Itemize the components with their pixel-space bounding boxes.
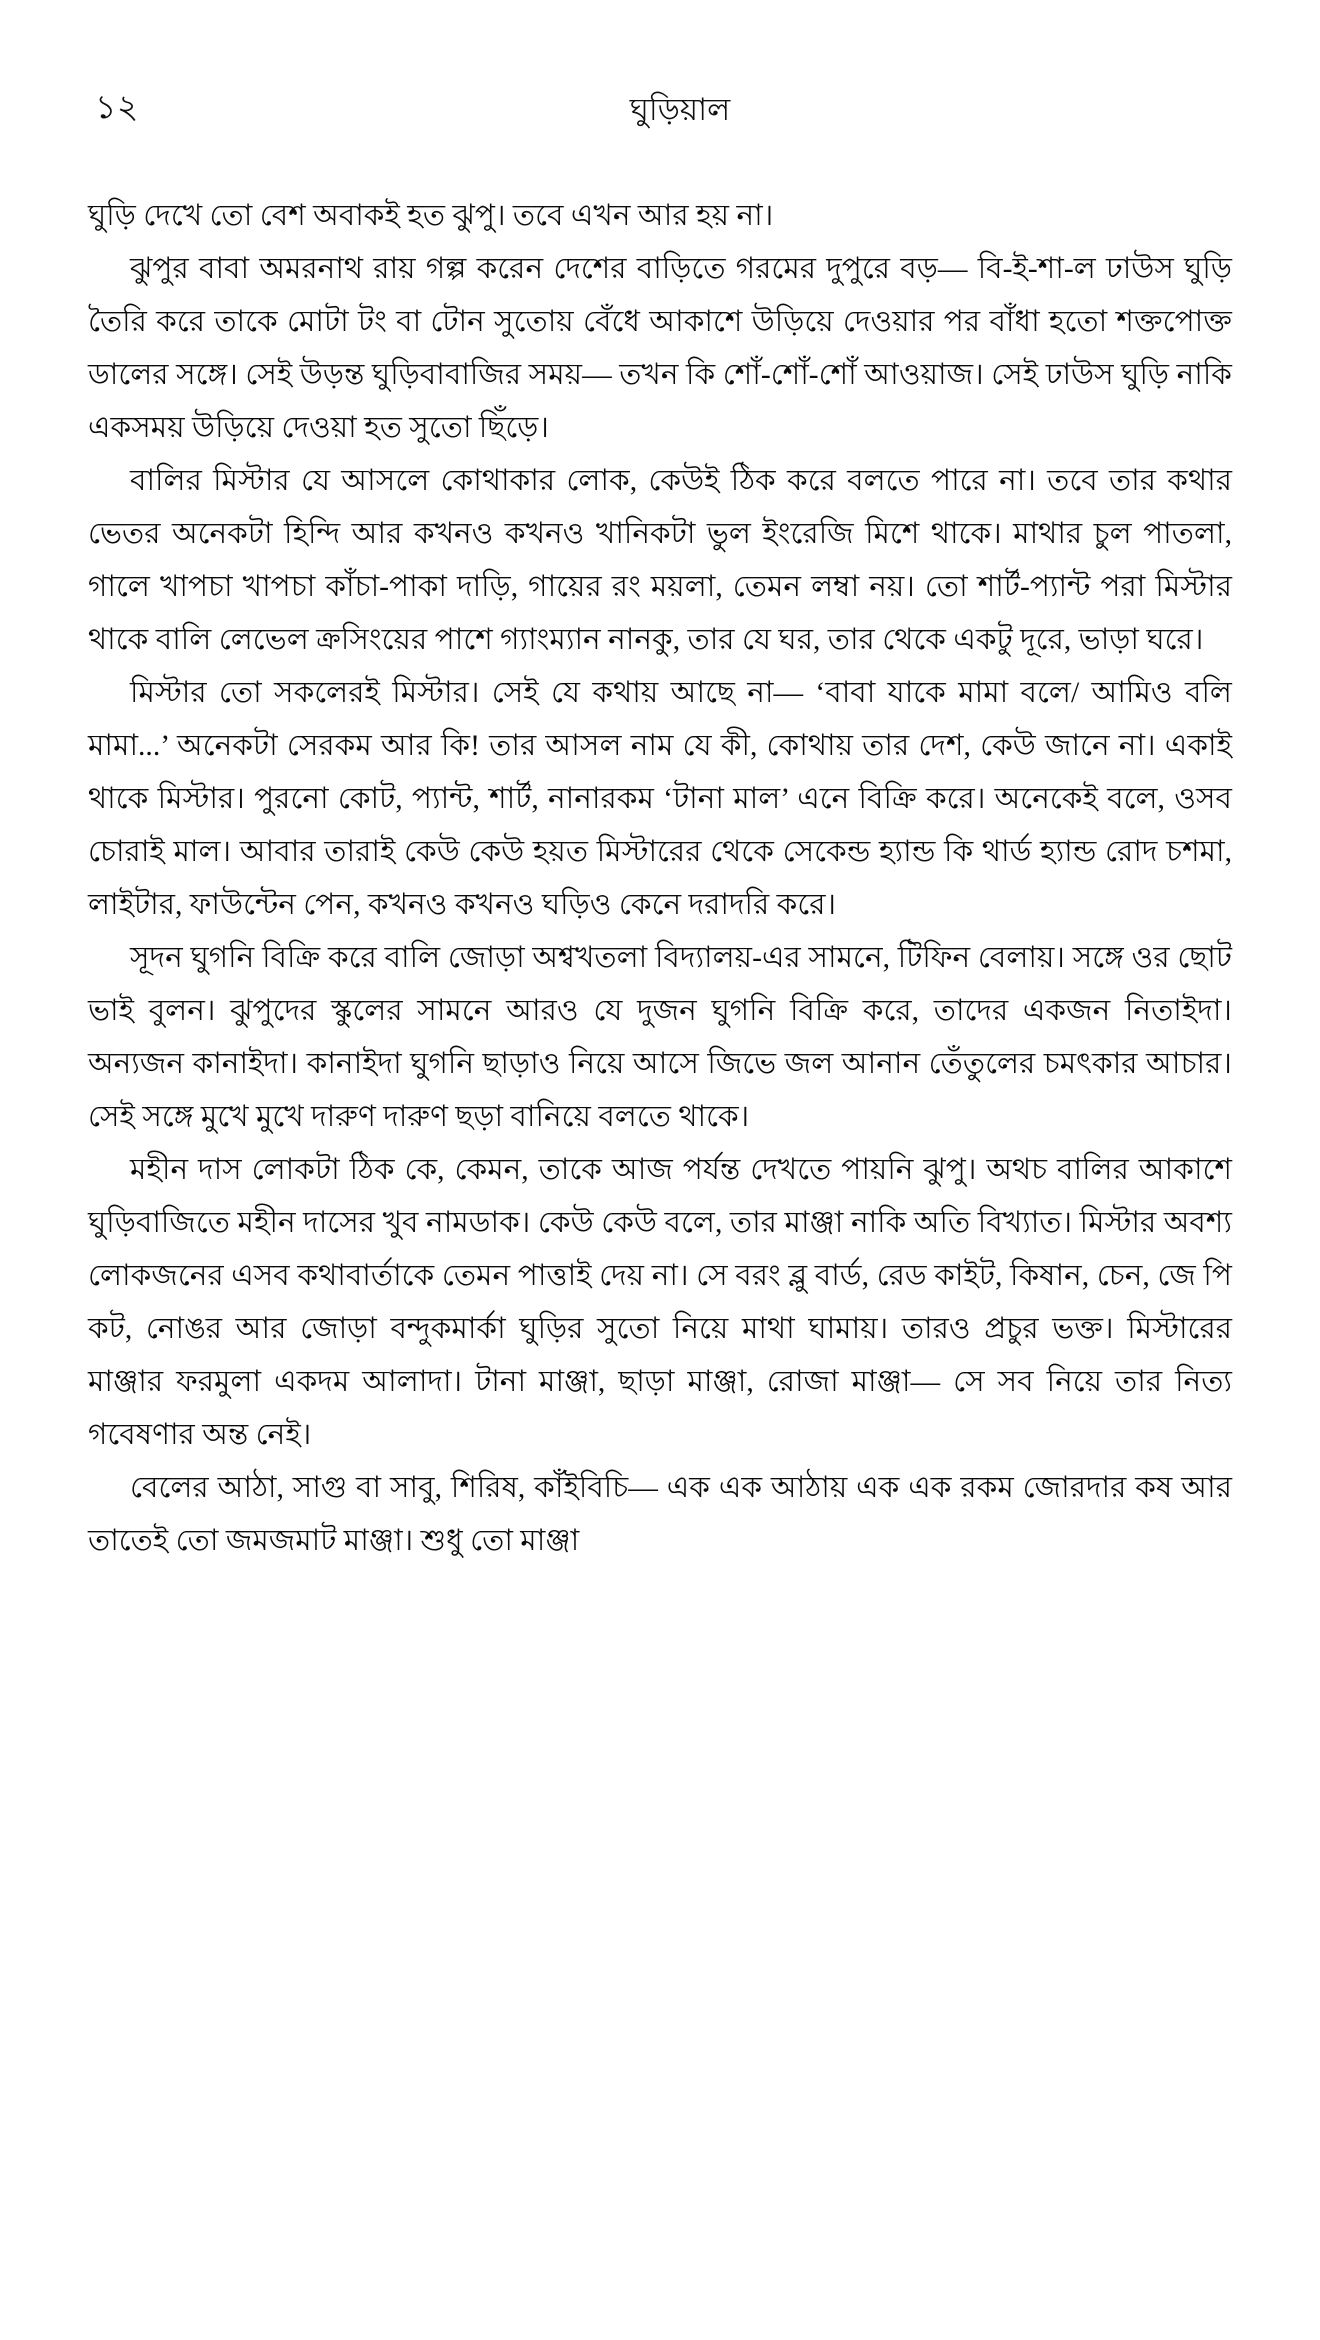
paragraph: মিস্টার তো সকলেরই মিস্টার। সেই যে কথায় আছে না— ‘বাবা যাকে মামা বলে/ আমিও বলি মামা...’ অনেকটা সেরকম আর কি! তার আসল নাম যে কী, কোথায় তার দেশ, কেউ জানে না। একাই থাকে মিস্টার। পুরনো কোট, প্যান্ট, শার্ট, নানারকম ‘টানা মাল’ এনে বিক্রি করে। অনেকেই বলে, ওসব চোরাই মাল। আবার তারাই কেউ কেউ হয়ত মিস্টারের থেকে সেকেন্ড হ্যান্ড কি থার্ড হ্যান্ড রোদ চশমা, লাইটার, ফাউন্টেন পেন, কখনও কখনও ঘড়িও কেনে দরাদরি করে। (88, 677, 1232, 921)
paragraph: ঘুড়ি দেখে তো বেশ অবাকই হত ঝুপু। তবে এখন আর হয় না। (88, 200, 774, 232)
page-header (95, 92, 1225, 142)
paragraph: মহীন দাস লোকটা ঠিক কে, কেমন, তাকে আজ পর্যন্ত দেখতে পায়নি ঝুপু। অথচ বালির আকাশে ঘুড়িবাজিতে মহীন দাসের খুব নামডাক। কেউ কেউ বলে, তার মাঞ্জা নাকি অতি বিখ্যাত। মিস্টার অবশ্য লোকজনের এসব কথাবার্তাকে তেমন পাত্তাই দেয় না। সে বরং ব্লু বার্ড, রেড কাইট, কিষান, চেন, জে পি কট, নোঙর আর জোড়া বন্দুকমার্কা ঘুড়ির সুতো নিয়ে মাথা ঘামায়। তারও প্রচুর ভক্ত। মিস্টারের মাঞ্জার ফরমুলা একদম আলাদা। টানা মাঞ্জা, ছাড়া মাঞ্জা, রোজা মাঞ্জা— সে সব নিয়ে তার নিত্য গবেষণার অন্ত নেই। (88, 1154, 1232, 1451)
page-number: ১২ (95, 90, 139, 126)
paragraph: ঝুপুর বাবা অমরনাথ রায় গল্প করেন দেশের বাড়িতে গরমের দুপুরে বড়— বি-ই-শা-ল ঢাউস ঘুড়ি তৈরি করে তাকে মোটা টং বা টোন সুতোয় বেঁধে আকাশে উড়িয়ে দেওয়ার পর বাঁধা হতো শক্তপোক্ত ডালের সঙ্গে। সেই উড়ন্ত ঘুড়িবাবাজির সময়— তখন কি শোঁ-শোঁ-শোঁ আওয়াজ। সেই ঢাউস ঘুড়ি নাকি একসময় উড়িয়ে দেওয়া হত সুতো ছিঁড়ে। (88, 253, 1232, 444)
running-title: ঘুড়িয়াল (629, 92, 731, 127)
paragraph: বালির মিস্টার যে আসলে কোথাকার লোক, কেউই ঠিক করে বলতে পারে না। তবে তার কথার ভেতর অনেকটা হিন্দি আর কখনও কখনও খানিকটা ভুল ইংরেজি মিশে থাকে। মাথার চুল পাতলা, গালে খাপচা খাপচা কাঁচা-পাকা দাড়ি, গায়ের রং ময়লা, তেমন লম্বা নয়। তো শার্ট-প্যান্ট পরা মিস্টার থাকে বালি লেভেল ক্রসিংয়ের পাশে গ্যাংম্যান নানকু, তার যে ঘর, তার থেকে একটু দূরে, ভাড়া ঘরে। (88, 465, 1232, 656)
paragraph: সূদন ঘুগনি বিক্রি করে বালি জোড়া অশ্বখতলা বিদ্যালয়-এর সামনে, টিফিন বেলায়। সঙ্গে ওর ছোট ভাই বুলন। ঝুপুদের স্কুলের সামনে আরও যে দুজন ঘুগনি বিক্রি করে, তাদের একজন নিতাইদা। অন্যজন কানাইদা। কানাইদা ঘুগনি ছাড়াও নিয়ে আসে জিভে জল আনান তেঁতুলের চমৎকার আচার। সেই সঙ্গে মুখে মুখে দারুণ দারুণ ছড়া বানিয়ে বলতে থাকে। (88, 942, 1232, 1133)
body-text (88, 190, 1232, 1568)
paragraph: বেলের আঠা, সাগু বা সাবু, শিরিষ, কাঁইবিচি— এক এক আঠায় এক এক রকম জোরদার কষ আর তাতেই তো জমজমাট মাঞ্জা। শুধু তো মাঞ্জা (88, 1472, 1232, 1557)
